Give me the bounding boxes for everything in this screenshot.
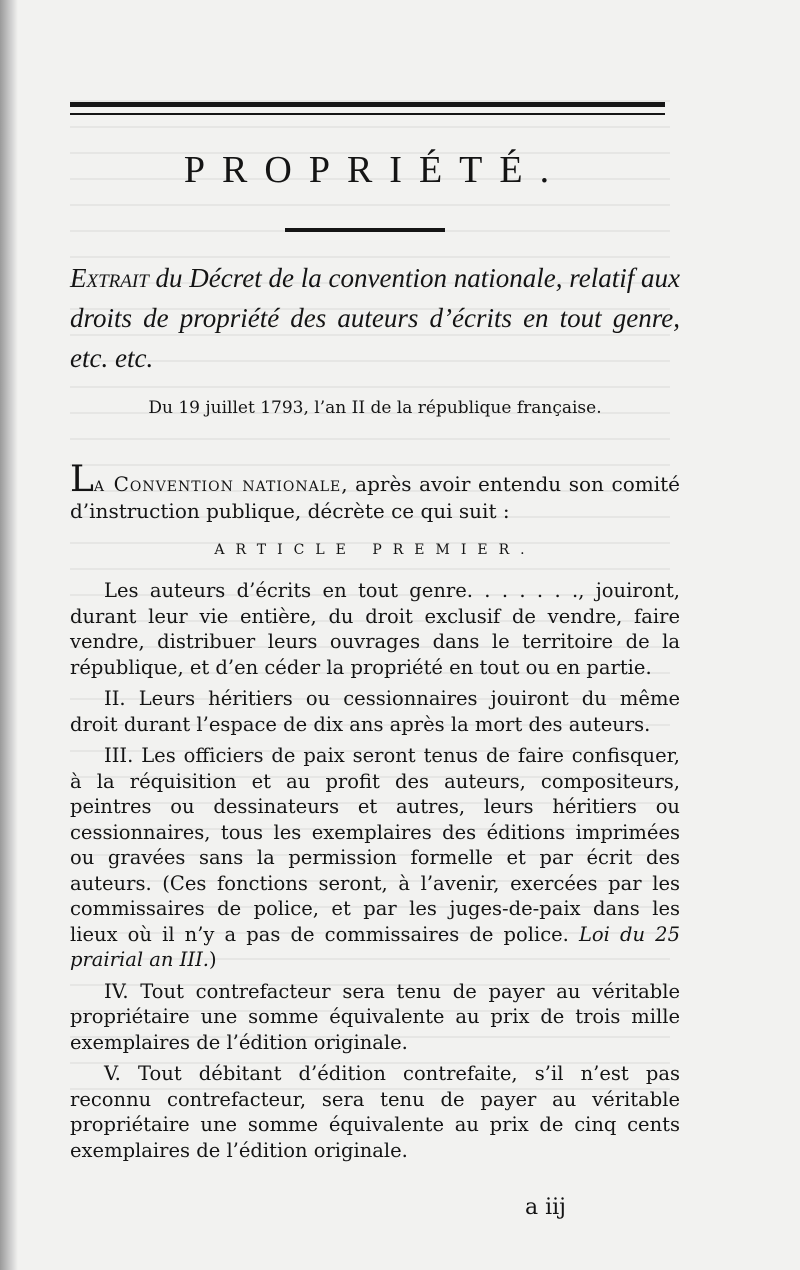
title-rule bbox=[285, 228, 445, 232]
extract-text: du Décret de la convention nationale, relatif aux droits de propriété des auteurs d’écrits en tout genre, etc. etc. bbox=[70, 263, 680, 373]
article-4: IV. Tout contrefacteur sera tenu de payer au véritable propriétaire une somme équivalente au prix de trois mille exemplaires de l’édition originale. bbox=[70, 979, 680, 1054]
decree-date: Du 19 juillet 1793, l’an II de la république française. bbox=[148, 398, 602, 418]
extract-lead: Extrait bbox=[70, 263, 149, 293]
article-1: Les auteurs d’écrits en tout genre. . . . . . ., jouiront, durant leur vie entière, du droit exclusif de vendre, faire vendre, distribuer leurs ouvrages dans le territoire de la république, et d’en céder la propriété en tout ou en partie. bbox=[70, 579, 680, 679]
article-heading: ARTICLE PREMIER. bbox=[214, 542, 536, 558]
preamble-caps: a Convention nationale bbox=[93, 472, 342, 496]
signature-mark: a iij bbox=[525, 1195, 567, 1220]
binding-gutter bbox=[0, 0, 18, 1270]
extract-heading bbox=[70, 258, 680, 378]
page bbox=[70, 0, 690, 1270]
header-rule-thick bbox=[70, 102, 665, 107]
page-title: PROPRIÉTÉ. bbox=[183, 149, 567, 191]
article-3-close: ) bbox=[208, 948, 217, 971]
dropcap: L bbox=[70, 459, 94, 500]
article-3-law-ref: Loi du 25 prairial an III. bbox=[70, 922, 680, 971]
article-5: V. Tout débitant d’édition contrefaite, s’il n’est pas reconnu contrefacteur, sera tenu de payer au véritable propriétaire une somme équivalente au prix de cinq cents exemplaires de l’édition originale. bbox=[70, 1062, 680, 1162]
article-3 bbox=[70, 743, 680, 973]
article-3-text: III. Les officiers de paix seront tenus de faire confisquer, à la réquisition et au profit des auteurs, compositeurs, peintres ou dessinateurs et autres, leurs héritiers ou cessionnaires, tous les exemplaires des éditions imprimées ou gravées sans la permission formelle et par écrit des auteurs. (Ces fonctions seront, à l’avenir, exercées par les commissaires de police, et par les juges-de-paix dans les lieux où il n’y a pas de commissaires de police. bbox=[70, 744, 680, 946]
articles bbox=[70, 578, 680, 1169]
preamble bbox=[70, 459, 680, 525]
preamble-text: , après avoir entendu son comité d’instruction publique, décrète ce qui suit : bbox=[70, 472, 680, 523]
header-rule-thin bbox=[70, 113, 665, 115]
article-2: II. Leurs héritiers ou cessionnaires jouiront du même droit durant l’espace de dix ans après la mort des auteurs. bbox=[70, 687, 680, 736]
